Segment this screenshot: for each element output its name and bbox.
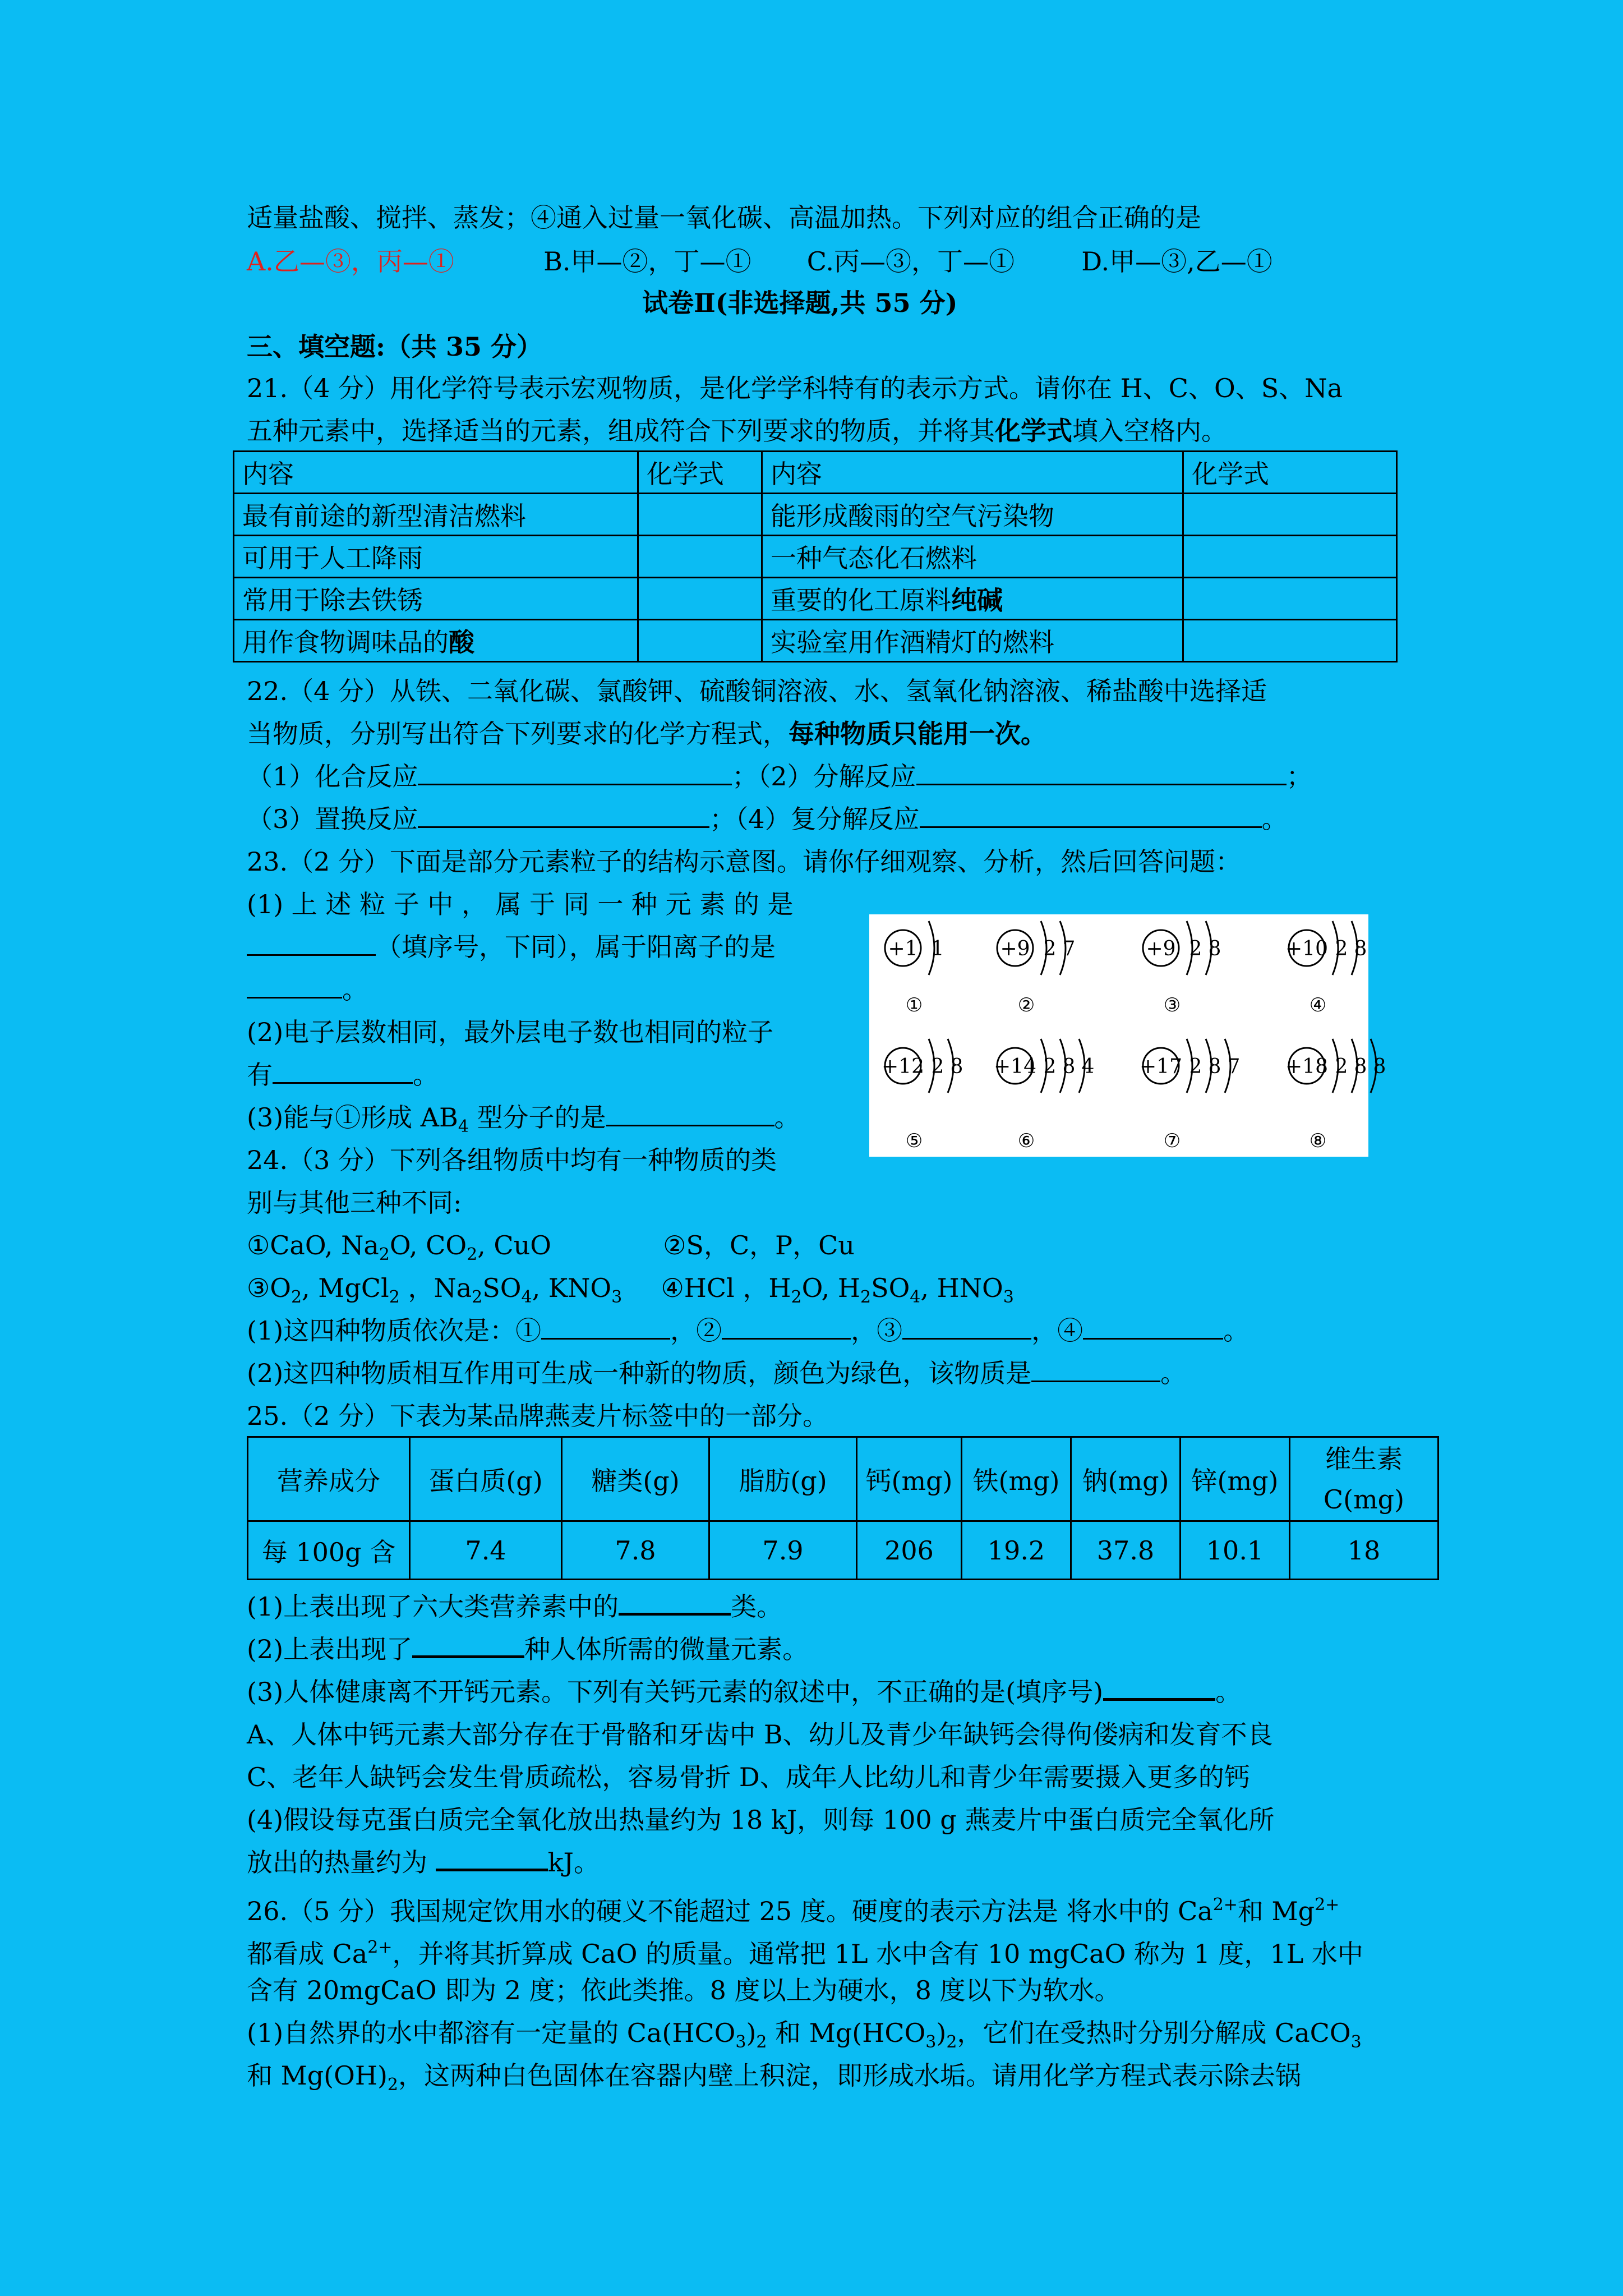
electron-count: 2 bbox=[1043, 937, 1057, 960]
question-25-s3 bbox=[247, 1675, 1241, 1709]
option-c: C.丙—③，丁—① bbox=[806, 246, 1015, 277]
electron-count: 8 bbox=[1354, 1055, 1367, 1078]
header-cell: 铁(mg) bbox=[962, 1437, 1071, 1521]
text: SO bbox=[871, 1273, 910, 1303]
text: 和 Mg(OH) bbox=[247, 2060, 388, 2091]
subscript: 2 bbox=[291, 1287, 302, 1307]
question-24-groups-2 bbox=[247, 1271, 1014, 1314]
question-21-table bbox=[233, 450, 1398, 662]
section-title: 三、填空题:（共 35 分） bbox=[247, 332, 543, 362]
particle-label: ⑧ bbox=[1309, 1130, 1327, 1152]
header-cell: 钠(mg) bbox=[1071, 1437, 1181, 1521]
text: 维生素 bbox=[1325, 1443, 1403, 1474]
particle-label: ② bbox=[1017, 994, 1035, 1016]
text: ③O bbox=[247, 1273, 291, 1303]
bold-text: 酸 bbox=[449, 627, 474, 657]
question-22-line2 bbox=[247, 717, 1046, 751]
header-cell: 内容 bbox=[762, 452, 1183, 494]
subscript: 2 bbox=[389, 1287, 400, 1307]
text: ；（4）复分解反应 bbox=[709, 804, 920, 834]
table-header-row bbox=[234, 452, 1397, 494]
nucleus-charge: +17 bbox=[1140, 1055, 1182, 1078]
subscript: 2 bbox=[791, 1287, 802, 1307]
paper-title: 试卷Ⅱ(非选择题,共 55 分) bbox=[642, 288, 958, 318]
text: 。 bbox=[1160, 1358, 1187, 1388]
question-22-line1: 22.（4 分）从铁、二氧化碳、氯酸钾、硫酸铜溶液、水、氢氧化钠溶液、稀盐酸中选择适 bbox=[247, 676, 1267, 706]
text: 26.（5 分）我国规定饮用水的硬义不能超过 25 度。硬度的表示方法是 将水中的 Ca bbox=[247, 1896, 1213, 1926]
text: (1)这四种物质依次是：① bbox=[247, 1315, 542, 1346]
electron-count: 1 bbox=[931, 937, 944, 960]
text: 放出的热量约为 bbox=[247, 1847, 436, 1878]
text: ；（2）分解反应 bbox=[732, 761, 916, 792]
question-23-s2b bbox=[247, 1058, 439, 1092]
nucleus-charge: +18 bbox=[1285, 1055, 1328, 1078]
answer-blank[interactable] bbox=[606, 1102, 774, 1126]
nucleus-charge: +14 bbox=[994, 1055, 1036, 1078]
question-26-line3: 含有 20mgCaO 即为 2 度；依此类推。8 度以上为硬水，8 度以下为软水。 bbox=[247, 1975, 1121, 2005]
table-cell: 实验室用作酒精灯的燃料 bbox=[762, 620, 1183, 662]
question-25-option-cd: C、老年人缺钙会发生骨质疏松，容易骨折 D、成年人比幼儿和青少年需要摄入更多的钙 bbox=[247, 1762, 1250, 1792]
nutrition-table bbox=[247, 1436, 1439, 1580]
question-25-s4a: (4)假设每克蛋白质完全氧化放出热量约为 18 kJ，则每 100 g 燕麦片中蛋白质完全氧化所 bbox=[247, 1805, 1275, 1835]
table-cell bbox=[762, 578, 1183, 620]
table-header-row bbox=[248, 1437, 1438, 1521]
text: ) bbox=[746, 2018, 757, 2048]
subscript: 3 bbox=[611, 1287, 623, 1307]
question-20-options bbox=[247, 245, 1272, 278]
header-cell: 脂肪(g) bbox=[709, 1437, 857, 1521]
particle-label: ⑦ bbox=[1163, 1130, 1181, 1152]
table-cell: 7.8 bbox=[562, 1521, 709, 1580]
text: （填序号，下同），属于阳离子的是 bbox=[376, 932, 776, 962]
question-24-groups-1 bbox=[247, 1228, 855, 1272]
question-21-line1: 21.（4 分）用化学符号表示宏观物质，是化学学科特有的表示方式。请你在 H、C、O、S、Na bbox=[247, 373, 1343, 403]
text: ，③ bbox=[851, 1315, 903, 1346]
answer-blank[interactable] bbox=[418, 804, 709, 828]
answer-blank[interactable] bbox=[436, 1846, 548, 1871]
answer-cell[interactable] bbox=[638, 494, 762, 536]
electron-count: 2 bbox=[1043, 1055, 1057, 1078]
text: ，② bbox=[670, 1315, 722, 1346]
bold-text: 纯碱 bbox=[951, 585, 1003, 615]
electron-count: 2 bbox=[1335, 1055, 1348, 1078]
subscript: 2 bbox=[860, 1287, 872, 1307]
text: 类。 bbox=[731, 1591, 783, 1622]
table-row bbox=[248, 1521, 1438, 1580]
answer-blank[interactable] bbox=[1083, 1315, 1223, 1340]
answer-blank[interactable] bbox=[541, 1315, 670, 1340]
subscript: 2 bbox=[756, 2032, 767, 2052]
text: 和 Mg bbox=[1237, 1896, 1315, 1926]
text: 用作食物调味品的 bbox=[242, 627, 449, 657]
question-25-line1: 25.（2 分）下表为某品牌燕麦片标签中的一部分。 bbox=[247, 1401, 829, 1431]
electron-count: 7 bbox=[1062, 937, 1076, 960]
nucleus-charge: +9 bbox=[1146, 937, 1176, 960]
header-cell bbox=[1290, 1437, 1438, 1521]
question-24-s1 bbox=[247, 1314, 1249, 1347]
subscript: 2 bbox=[387, 2075, 398, 2095]
text: , CuO bbox=[477, 1230, 551, 1260]
question-23-s1b bbox=[247, 930, 776, 964]
table-cell: 7.9 bbox=[709, 1521, 857, 1580]
answer-cell[interactable] bbox=[1183, 494, 1397, 536]
table-row bbox=[234, 620, 1397, 662]
answer-blank[interactable] bbox=[273, 1060, 413, 1084]
text: (2)这四种物质相互作用可生成一种新的物质，颜色为绿色，该物质是 bbox=[247, 1358, 1032, 1388]
answer-blank[interactable] bbox=[247, 932, 376, 956]
text: 。 bbox=[413, 1060, 439, 1090]
particle-label: ⑥ bbox=[1017, 1130, 1035, 1152]
question-25-option-ab: A、人体中钙元素大部分存在于骨骼和牙齿中 B、幼儿及青少年缺钙会得佝偻病和发育不良 bbox=[247, 1719, 1273, 1750]
table-cell: 可用于人工降雨 bbox=[234, 536, 638, 578]
table-cell: 7.4 bbox=[410, 1521, 562, 1580]
subscript: 4 bbox=[521, 1287, 532, 1307]
text: ； bbox=[1286, 761, 1312, 792]
text: ) bbox=[936, 2018, 947, 2048]
answer-blank[interactable] bbox=[619, 1590, 731, 1616]
question-20-tail bbox=[247, 201, 1201, 234]
particle-label: ⑤ bbox=[905, 1130, 923, 1152]
electron-count: 4 bbox=[1081, 1055, 1095, 1078]
answer-cell[interactable] bbox=[1183, 536, 1397, 578]
text: （1）化合反应 bbox=[247, 761, 418, 792]
nucleus-charge: +10 bbox=[1285, 937, 1328, 960]
answer-cell[interactable] bbox=[638, 536, 762, 578]
table-row bbox=[234, 578, 1397, 620]
question-23-s2a: (2)电子层数相同，最外层电子数也相同的粒子 bbox=[247, 1017, 774, 1047]
answer-blank[interactable] bbox=[412, 1633, 524, 1658]
text: 都看成 Ca bbox=[247, 1939, 368, 1969]
answer-blank[interactable] bbox=[1031, 1358, 1160, 1382]
question-22-blanks-2 bbox=[247, 802, 1288, 836]
superscript: 2+ bbox=[367, 1938, 393, 1957]
text: SO bbox=[482, 1273, 522, 1303]
subscript: 4 bbox=[458, 1117, 469, 1137]
header-cell: 化学式 bbox=[1183, 452, 1397, 494]
text: (1)自然界的水中都溶有一定量的 Ca(HCO bbox=[247, 2018, 736, 2048]
electron-count: 2 bbox=[1189, 1055, 1202, 1078]
text: 。 bbox=[1215, 1677, 1242, 1707]
subscript: 3 bbox=[1350, 2032, 1362, 2052]
superscript: 2+ bbox=[1212, 1895, 1238, 1915]
option-b: B.甲—②，丁—① bbox=[543, 246, 751, 277]
header-cell: 钙(mg) bbox=[857, 1437, 962, 1521]
subscript: 3 bbox=[925, 2032, 937, 2052]
text: 有 bbox=[247, 1060, 273, 1090]
subscript: 4 bbox=[910, 1287, 921, 1307]
electron-count: 8 bbox=[950, 1055, 963, 1078]
answer-cell[interactable] bbox=[1183, 620, 1397, 662]
bold-text: 每种物质只能用一次。 bbox=[789, 719, 1046, 749]
text: ，并将其折算成 CaO 的质量。通常把 1L 水中含有 10 mgCaO 称为 1 度，1L 水中 bbox=[392, 1939, 1363, 1969]
electron-count: 8 bbox=[1062, 1055, 1076, 1078]
question-22-blanks-1 bbox=[247, 760, 1312, 793]
header-cell: 内容 bbox=[234, 452, 638, 494]
question-23-line1: 23.（2 分）下面是部分元素粒子的结构示意图。请你仔细观察、分析，然后回答问题： bbox=[247, 846, 1242, 877]
text: 。 bbox=[1261, 804, 1288, 834]
header-cell: 化学式 bbox=[638, 452, 762, 494]
question-24-line1: 24.（3 分）下列各组物质中均有一种物质的类 bbox=[247, 1145, 777, 1175]
electron-count: 2 bbox=[1189, 937, 1202, 960]
bold-text: 化学式 bbox=[995, 416, 1072, 446]
table-cell bbox=[234, 620, 638, 662]
text: ，Na bbox=[399, 1273, 472, 1303]
header-cell: 糖类(g) bbox=[562, 1437, 709, 1521]
question-25-s1 bbox=[247, 1590, 782, 1623]
text: O, H bbox=[801, 1273, 860, 1303]
nucleus-charge: +1 bbox=[888, 937, 918, 960]
question-26-line4 bbox=[247, 2016, 1362, 2059]
answer-cell[interactable] bbox=[1183, 578, 1397, 620]
header-cell: 营养成分 bbox=[248, 1437, 410, 1521]
nucleus-charge: +9 bbox=[1000, 937, 1030, 960]
electron-count: 8 bbox=[1208, 1055, 1221, 1078]
particle-label: ① bbox=[905, 994, 923, 1016]
table-cell: 19.2 bbox=[962, 1521, 1071, 1580]
question-21-line2 bbox=[247, 414, 1227, 448]
table-cell: 206 bbox=[857, 1521, 962, 1580]
text: 填入空格内。 bbox=[1072, 416, 1227, 446]
electron-count: 8 bbox=[1373, 1055, 1386, 1078]
text: 型分子的是 bbox=[468, 1102, 606, 1133]
text: 当物质，分别写出符合下列要求的化学方程式， bbox=[247, 719, 789, 749]
text: (3)能与①形成 AB bbox=[247, 1102, 458, 1133]
subscript: 2 bbox=[472, 1287, 483, 1307]
subscript: 2 bbox=[946, 2032, 957, 2052]
text: (1)上表出现了六大类营养素中的 bbox=[247, 1591, 619, 1622]
text: 适量盐酸、搅拌、蒸发；④通入过量一氧化碳、高温加热。下列对应的组合正确的是 bbox=[247, 203, 1201, 233]
subscript: 2 bbox=[467, 1245, 478, 1264]
text: (2)上表出现了 bbox=[247, 1634, 413, 1664]
text: kJ。 bbox=[547, 1847, 600, 1878]
text: 种人体所需的微量元素。 bbox=[524, 1634, 809, 1664]
question-25-s4b bbox=[247, 1846, 600, 1879]
text: (3)人体健康离不开钙元素。下列有关钙元素的叙述中，不正确的是(填序号) bbox=[247, 1677, 1104, 1707]
electron-count: 7 bbox=[1227, 1055, 1241, 1078]
nucleus-charge: +12 bbox=[882, 1055, 924, 1078]
table-cell: 18 bbox=[1290, 1521, 1438, 1580]
question-23-s3 bbox=[247, 1101, 800, 1144]
electron-count: 8 bbox=[1354, 937, 1367, 960]
text: 。 bbox=[342, 974, 368, 1005]
electron-count: 2 bbox=[931, 1055, 944, 1078]
answer-blank[interactable] bbox=[920, 804, 1262, 828]
table-cell: 常用于除去铁锈 bbox=[234, 578, 638, 620]
answer-blank[interactable] bbox=[247, 974, 342, 999]
text: 。 bbox=[1223, 1315, 1249, 1346]
answer-blank[interactable] bbox=[916, 761, 1287, 785]
superscript: 2+ bbox=[1315, 1895, 1340, 1915]
table-cell: 能形成酸雨的空气污染物 bbox=[762, 494, 1183, 536]
text: ②S，C，P，Cu bbox=[663, 1230, 855, 1260]
question-24-s2 bbox=[247, 1356, 1186, 1390]
text: O, CO bbox=[389, 1230, 467, 1260]
question-26-line5 bbox=[247, 2059, 1301, 2102]
question-25-s2 bbox=[247, 1632, 808, 1666]
text: （3）置换反应 bbox=[247, 804, 418, 834]
electron-count: 2 bbox=[1335, 937, 1348, 960]
text: ，④ bbox=[1031, 1315, 1083, 1346]
particle-label: ③ bbox=[1163, 994, 1181, 1016]
answer-blank[interactable] bbox=[418, 761, 732, 785]
table-cell: 10.1 bbox=[1181, 1521, 1290, 1580]
answer-cell[interactable] bbox=[638, 578, 762, 620]
text: C(mg) bbox=[1323, 1484, 1405, 1515]
header-cell: 蛋白质(g) bbox=[410, 1437, 562, 1521]
header-cell: 锌(mg) bbox=[1181, 1437, 1290, 1521]
text: 重要的化工原料 bbox=[771, 585, 951, 615]
text: , KNO bbox=[532, 1273, 612, 1303]
particle-label: ④ bbox=[1309, 994, 1327, 1016]
question-26-line2 bbox=[247, 1931, 1363, 1971]
table-cell: 最有前途的新型清洁燃料 bbox=[234, 494, 638, 536]
subscript: 3 bbox=[735, 2032, 746, 2052]
text: ，这两种白色固体在容器内壁上积淀，即形成水垢。请用化学方程式表示除去锅 bbox=[398, 2060, 1301, 2091]
question-23-s1c bbox=[247, 973, 368, 1006]
text: , HNO bbox=[920, 1273, 1003, 1303]
table-row bbox=[234, 536, 1397, 578]
option-d: D.甲—③,乙—① bbox=[1081, 246, 1272, 277]
subscript: 3 bbox=[1003, 1287, 1014, 1307]
answer-cell[interactable] bbox=[638, 620, 762, 662]
question-23-s1a: (1) 上 述 粒 子 中 ， 属 于 同 一 种 元 素 的 是 bbox=[247, 889, 794, 919]
question-24-line2: 别与其他三种不同: bbox=[247, 1188, 462, 1218]
atomic-structure-diagram bbox=[869, 914, 1386, 1157]
text: , MgCl bbox=[302, 1273, 389, 1303]
subscript: 2 bbox=[379, 1245, 390, 1264]
answer-blank[interactable] bbox=[1103, 1676, 1215, 1701]
question-26-line1 bbox=[247, 1888, 1339, 1928]
answer-blank[interactable] bbox=[722, 1315, 851, 1340]
text: ④HCl ，H bbox=[661, 1273, 791, 1303]
text: 五种元素中，选择适当的元素，组成符合下列要求的物质，并将其 bbox=[247, 416, 995, 446]
particle-diagrams bbox=[869, 914, 1386, 1157]
answer-blank[interactable] bbox=[902, 1315, 1031, 1340]
table-cell: 37.8 bbox=[1071, 1521, 1181, 1580]
text: ①CaO, Na bbox=[247, 1230, 379, 1260]
table-row bbox=[234, 494, 1397, 536]
table-cell: 每 100g 含 bbox=[248, 1521, 410, 1580]
table-cell: 一种气态化石燃料 bbox=[762, 536, 1183, 578]
text: ，它们在受热时分别分解成 CaCO bbox=[957, 2018, 1351, 2048]
text: 和 Mg(HCO bbox=[767, 2018, 926, 2048]
electron-count: 8 bbox=[1208, 937, 1221, 960]
text: 。 bbox=[774, 1102, 800, 1133]
option-a: A.乙—③，丙—① bbox=[247, 246, 454, 277]
